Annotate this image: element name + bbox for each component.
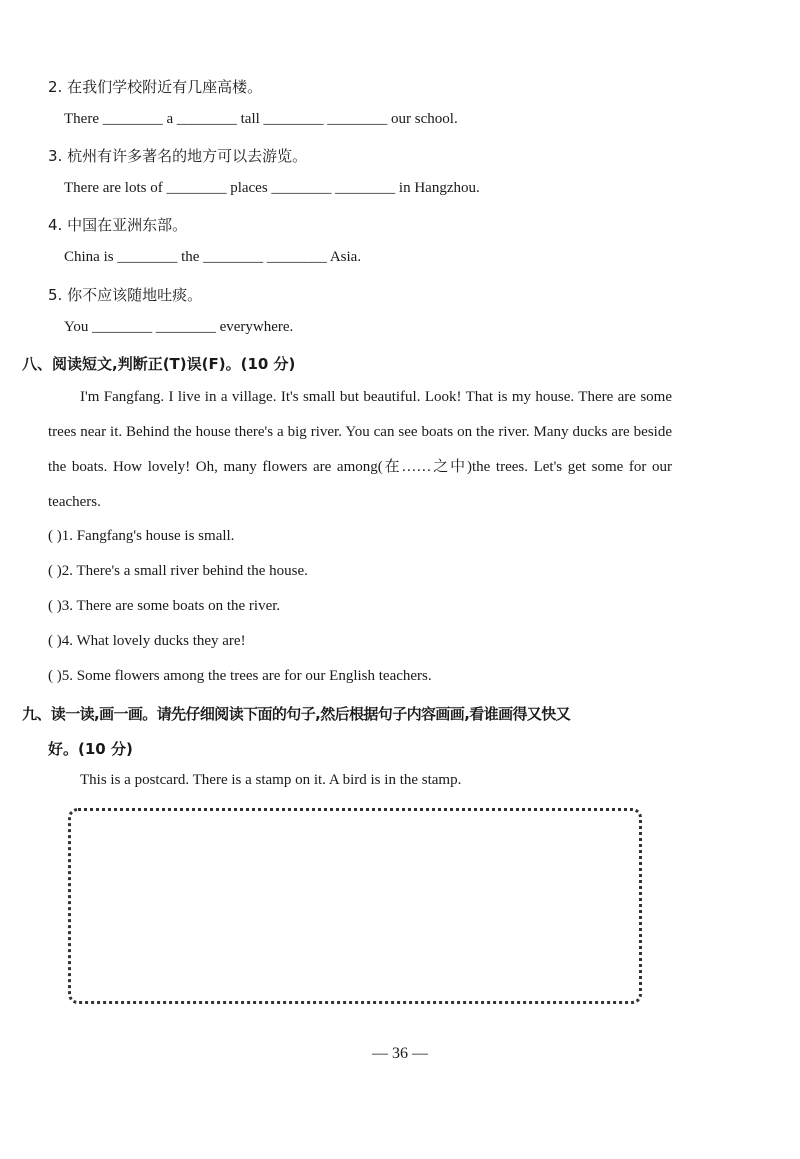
- section-8-heading: 八、阅读短文,判断正(T)误(F)。(10 分): [22, 355, 296, 373]
- translation-item-3-english: There are lots of ________ places ________ ________ in Hangzhou.: [64, 180, 480, 196]
- drawing-instruction: This is a postcard. There is a stamp on it. A bird is in the stamp.: [80, 772, 462, 788]
- translation-item-2-chinese: 2. 在我们学校附近有几座高楼。: [48, 78, 263, 96]
- translation-item-2-english: There ________ a ________ tall ________ ________ our school.: [64, 111, 458, 127]
- drawing-area[interactable]: [68, 808, 642, 1004]
- judgment-question-1: ( )1. Fangfang's house is small.: [48, 528, 235, 544]
- judgment-question-4: ( )4. What lovely ducks they are!: [48, 633, 246, 649]
- translation-item-4-english: China is ________ the ________ ________ Asia.: [64, 249, 362, 265]
- translation-item-5-english: You ________ ________ everywhere.: [64, 319, 294, 335]
- section-9-heading-line-1: 九、读一读,画一画。请先仔细阅读下面的句子,然后根据句子内容画画,看谁画得又快又: [22, 705, 571, 723]
- judgment-question-3: ( )3. There are some boats on the river.: [48, 598, 281, 614]
- translation-item-3-chinese: 3. 杭州有许多著名的地方可以去游览。: [48, 147, 308, 165]
- translation-item-4-chinese: 4. 中国在亚洲东部。: [48, 216, 188, 234]
- judgment-question-2: ( )2. There's a small river behind the house.: [48, 563, 308, 579]
- reading-passage: I'm Fangfang. I live in a village. It's small but beautiful. Look! That is my house. There are some trees near it. Behind the house there's a big river. You can see boats on the river. Many ducks are beside the boats. How lovely! Oh, many flowers are among(在……之中)the trees. Let's get some for our teachers.: [48, 389, 672, 510]
- translation-item-5-chinese: 5. 你不应该随地吐痰。: [48, 286, 203, 304]
- page-number: — 36 —: [372, 1045, 428, 1062]
- judgment-question-5: ( )5. Some flowers among the trees are for our English teachers.: [48, 668, 432, 684]
- section-9-heading-line-2: 好。(10 分): [48, 740, 133, 758]
